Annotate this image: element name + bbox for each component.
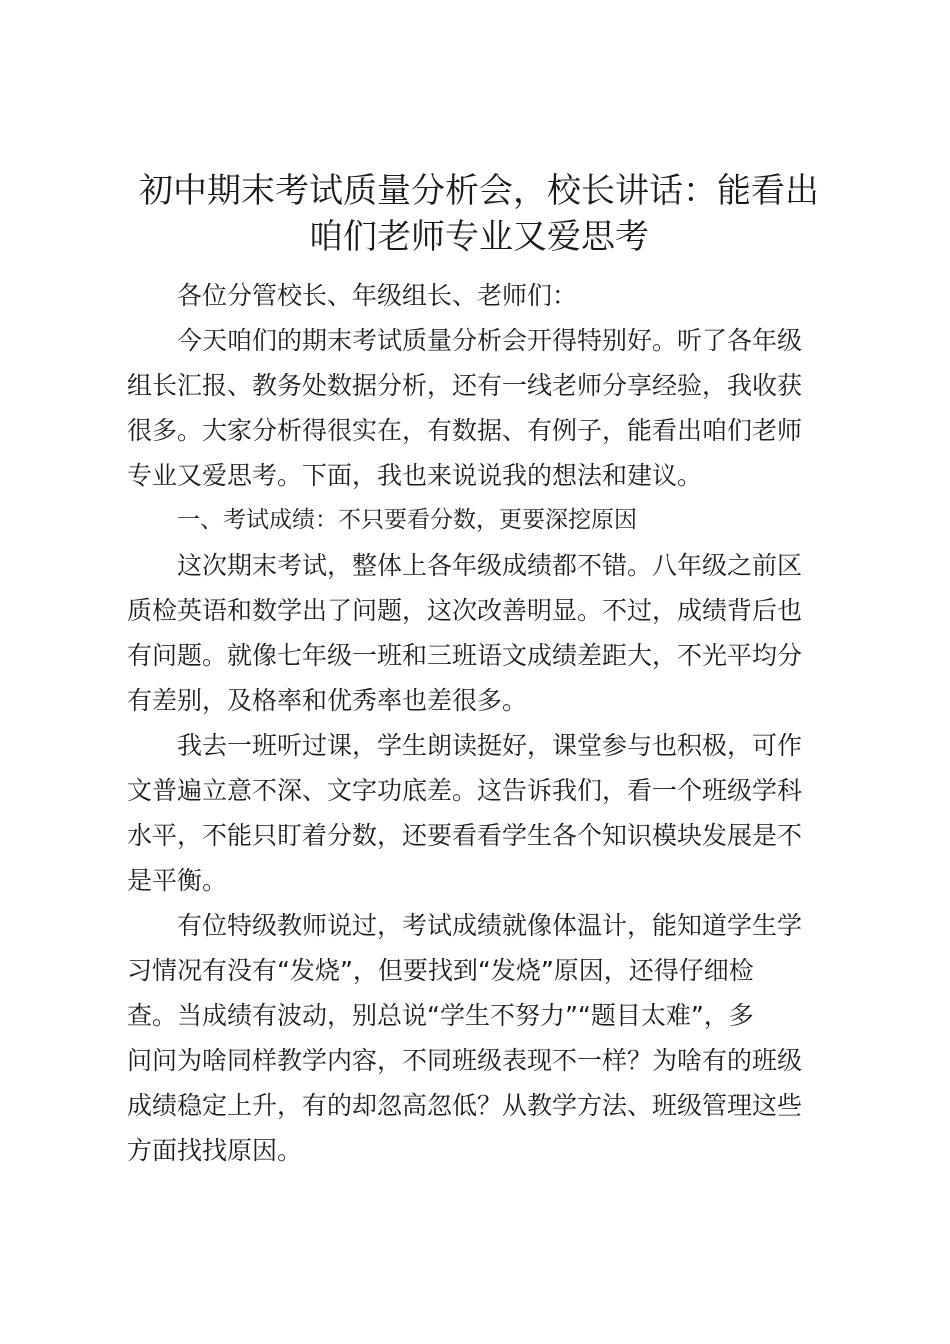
section1-paragraph-3 [127,903,831,1173]
title-line-2: 咱们老师专业又爱思考 [309,217,649,257]
paragraph-line: 有问题。就像七年级一班和三班语文成绩差距大，不光平均分 [127,641,803,670]
salutation: 各位分管校长、年级组长、老师们： [177,281,578,310]
section-heading-1: 一、考试成绩：不只要看分数，更要深挖原因 [177,507,637,533]
paragraph-line: 有位特级教师说过，考试成绩就像体温计，能知道学生学 [177,911,803,940]
document-page [127,168,831,1173]
paragraph-line: 有差别，及格率和优秀率也差很多。 [127,686,528,715]
paragraph-line: 问问为啥同样教学内容，不同班级表现不一样？为啥有的班级 [127,1046,803,1075]
paragraph-line: 专业又爱思考。下面，我也来说说我的想法和建议。 [127,461,703,490]
paragraph-line: 水平，不能只盯着分数，还要看看学生各个知识模块发展是不 [127,821,803,850]
paragraph-line: 文普遍立意不深、文字功底差。这告诉我们，看一个班级学科 [127,776,803,805]
paragraph-line: 习情况有没有“发烧”，但要找到“发烧”原因，还得仔细检 [127,956,754,985]
paragraph-line: 这次期末考试，整体上各年级成绩都不错。八年级之前区 [177,551,803,580]
paragraph-line: 质检英语和数学出了问题，这次改善明显。不过，成绩背后也 [127,596,803,625]
section1-paragraph-2 [127,723,831,903]
paragraph-line: 查。当成绩有波动，别总说“学生不努力”“题目太难”，多 [127,1001,754,1030]
paragraph-line: 成绩稳定上升，有的却忽高忽低？从教学方法、班级管理这些 [127,1091,803,1120]
paragraph-line: 组长汇报、教务处数据分析，还有一线老师分享经验，我收获 [127,371,803,400]
document-title [127,168,831,260]
title-line-1: 初中期末考试质量分析会，校长讲话：能看出 [139,171,819,211]
paragraph-line: 我去一班听过课，学生朗读挺好，课堂参与也积极，可作 [177,731,803,760]
section1-paragraph-1 [127,543,831,723]
paragraph-line: 很多。大家分析得很实在，有数据、有例子，能看出咱们老师 [127,416,803,445]
paragraph-line: 今天咱们的期末考试质量分析会开得特别好。听了各年级 [177,326,803,355]
intro-paragraph [127,318,831,498]
paragraph-line: 是平衡。 [127,866,228,895]
paragraph-line: 方面找找原因。 [127,1136,303,1165]
